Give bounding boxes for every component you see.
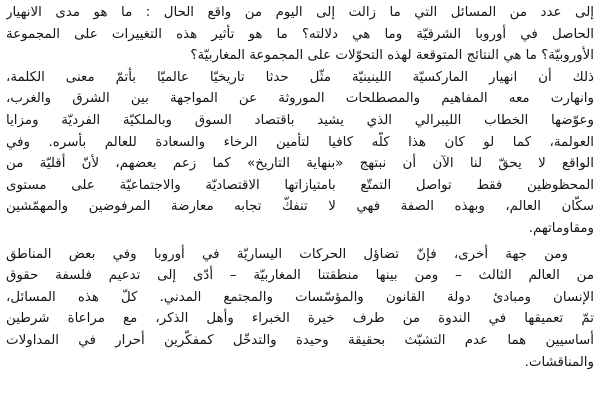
text-line: وانهارت معه المفاهيم والمصطلحات الموروثة عن المواجهة بين الشرق والغرب، [6,91,594,107]
paragraph-2 [6,67,594,240]
text-line: المحظوظين فقط تواصل التمتّع بامتيازاتها الاقتصاديّة والاجتماعيّة على مستوى [6,177,594,193]
text-line: الإنسان ومبادئ دولة القانون والمؤسّسات والمجتمع المدني. كلّ هذه المسائل، [6,289,594,305]
text-line: ومن جهة أخرى، فإنّ تضاؤل الحركات اليساريّة في أوروبا وفي بعض المناطق [6,246,568,262]
text-line: ذلك أن انهيار الماركسيّة اللينينيّة مثّل حدثا تاريخيّا عالميّا بأتمّ معنى الكلمة، [6,69,594,85]
paragraph-1 [6,2,594,67]
text-line: والمناقشات. [524,354,594,370]
text-line: العولمة، كما لو كان هذا كلّه كافيا لتأمين الرخاء والسعادة للعالم بأسره. وفي [6,134,594,150]
text-line: الأوروبيّة؟ ما هي النتائج المتوقعة لهذه التحوّلات على المجموعة المغاربيّة؟ [190,48,594,64]
text-line: ومقاوماتهم. [528,220,594,236]
text-line: إلى عدد من المسائل التي ما زالت إلى اليوم من واقع الحال : ما هو مدى الانهيار [6,5,594,20]
text-line: تمّ تعميقها في الندوة من طرف خيرة الخبراء وأهل الذكر، مع مراعاة شرطين [6,311,594,327]
text-line: الحاصل في أوروبا الشرقيّة وما هي دلالته؟ ما هو تأثير هذه التغييرات على المجموعة [6,26,594,42]
paragraph-3 [6,244,594,374]
text-line: أساسيين هما عدم التشبّث بحقيقة وحيدة والتدخّل كمفكّرين أحرار في المداولات [6,332,594,348]
text-line: سكّان العالم، وبهذه الصفة فهي لا تنفكّ تجابه معارضة المرفوضين والمهمّشين [6,199,594,215]
document-page [6,2,594,398]
text-line: وعوّضها الخطاب الليبرالي الذي يشيد باقتصاد السوق وبالملكيّة الفرديّة ومزايا [6,112,594,128]
text-line: الواقع لا يحقّ لنا الآن أن نبتهج «بنهاية التاريخ» كما زعم بعضهم، لأنّ أقليّة من [6,156,594,172]
text-line: من العالم الثالث – ومن بينها منطقتنا المغاربيّة – أدّى إلى تدعيم فلسفة حقوق [6,268,594,284]
